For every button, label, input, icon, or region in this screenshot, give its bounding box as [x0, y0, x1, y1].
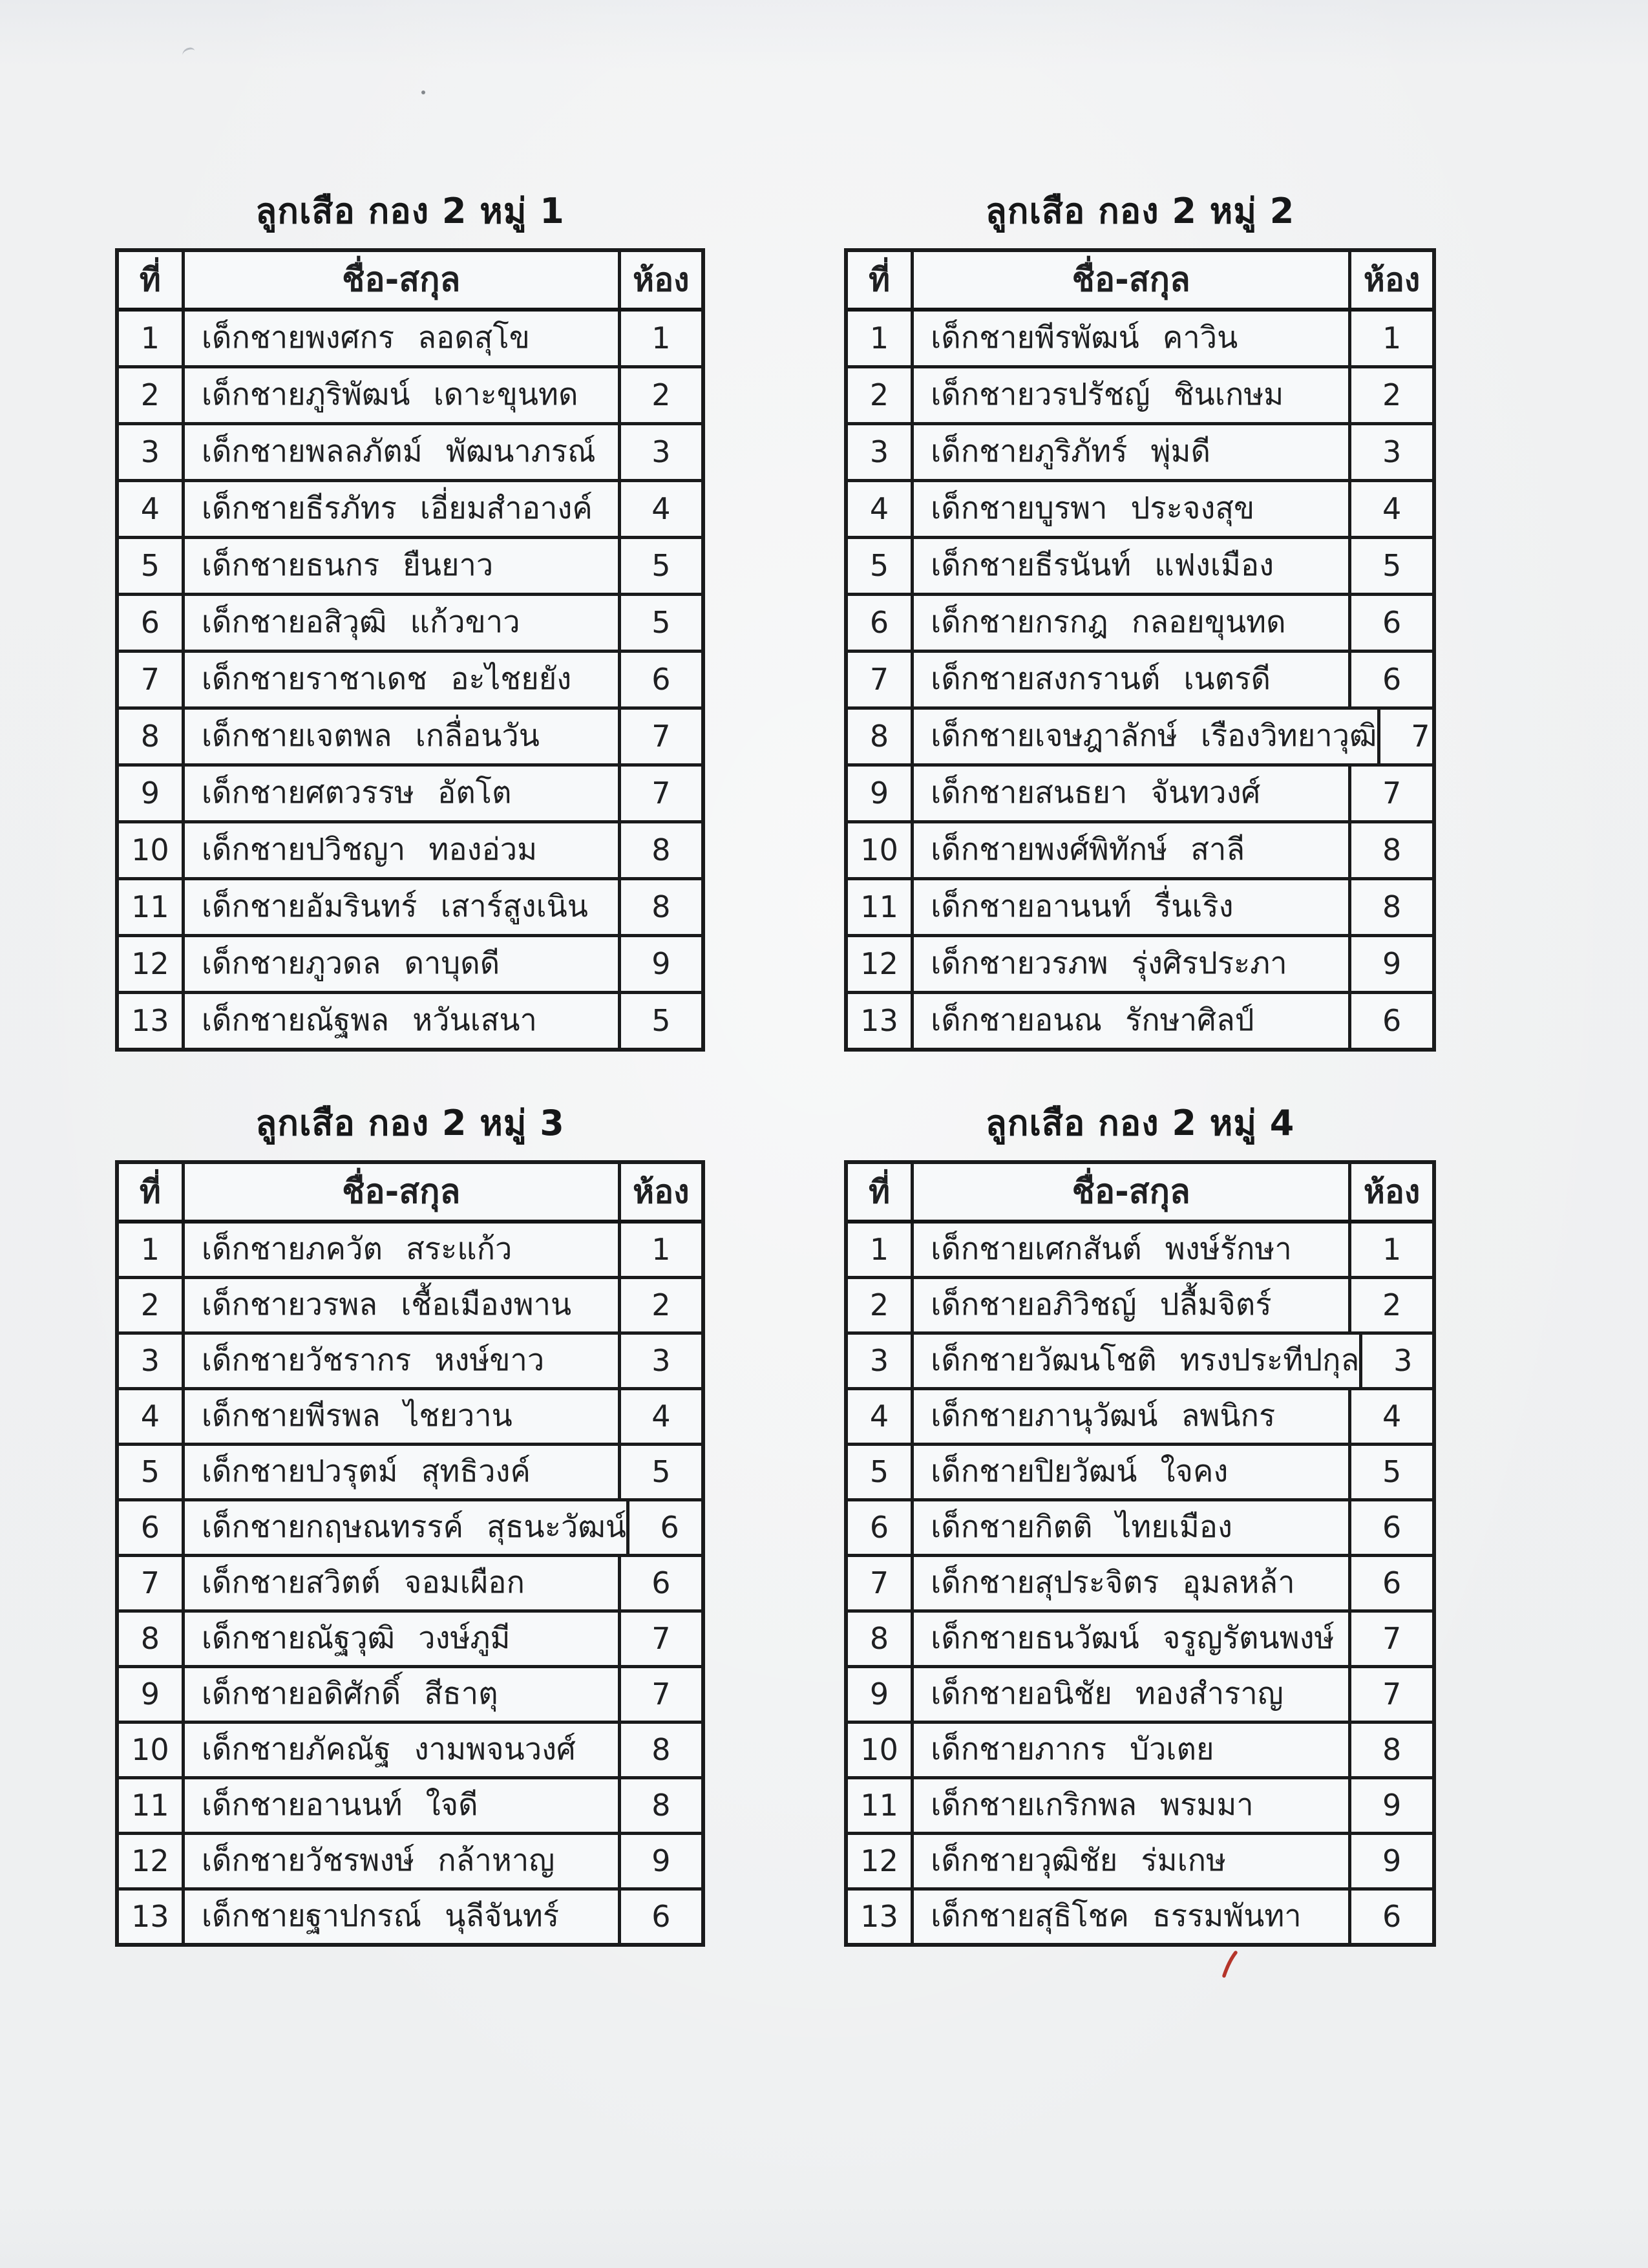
student-name-cell: เด็กชายพลลภัตม์ พัฒนาภรณ์	[185, 425, 621, 479]
header-room: ห้อง	[1363, 260, 1421, 299]
table-row	[119, 994, 701, 1048]
row-number-cell: 8	[848, 710, 914, 763]
row-number-cell: 12	[119, 1835, 185, 1887]
room-number-cell: 3	[1382, 434, 1402, 469]
student-name-cell: เด็กชายปวิชญา ทองอ่วม	[185, 823, 621, 877]
room-number-cell: 6	[1382, 1898, 1402, 1934]
room-number-cell: 4	[651, 1398, 671, 1434]
student-name-cell: เด็กชายอดิศักดิ์ สีธาตุ	[185, 1668, 621, 1721]
table-title-group1: ลูกเสือ กอง 2 หมู่ 1	[255, 191, 565, 231]
student-name-cell: เด็กชายธีรนันท์ แฟงเมือง	[914, 539, 1351, 593]
student-name-cell: เด็กชายพงศ์พิทักษ์ สาลี	[914, 823, 1351, 877]
table-row	[119, 1891, 701, 1943]
row-number-cell: 1	[848, 312, 914, 365]
row-number-cell: 6	[119, 1501, 185, 1554]
table-row	[848, 1446, 1432, 1501]
row-number-cell: 13	[848, 1891, 914, 1943]
scanner-smudge-icon	[181, 47, 196, 60]
student-name-cell: เด็กชายกฤษณทรรค์ สุธนะวัฒน์	[185, 1501, 629, 1554]
student-name-cell: เด็กชายศตวรรษ อัตโต	[185, 767, 621, 820]
student-name-cell: เด็กชายพงศกร ลอดสุโข	[185, 312, 621, 365]
student-name-cell: เด็กชายวรภพ รุ่งศิรประภา	[914, 937, 1351, 991]
student-name-cell: เด็กชายฐาปกรณ์ นุลีจันทร์	[185, 1891, 621, 1943]
table-header-row	[119, 252, 701, 312]
table-row	[848, 1501, 1432, 1557]
row-number-cell: 2	[119, 1279, 185, 1331]
table-row	[119, 710, 701, 767]
row-number-cell: 4	[848, 1390, 914, 1443]
room-number-cell: 1	[651, 1231, 671, 1267]
header-name: ชื่อ-สกุล	[185, 1164, 621, 1220]
header-room: ห้อง	[1363, 1172, 1421, 1211]
table-row	[119, 425, 701, 482]
room-number-cell: 5	[1382, 1454, 1402, 1489]
room-number-cell: 8	[651, 889, 671, 924]
roster-block-group1	[115, 191, 705, 1052]
row-number-cell: 11	[119, 1779, 185, 1832]
table-header-row	[119, 1164, 701, 1224]
row-number-cell: 6	[848, 1501, 914, 1554]
student-name-cell: เด็กชายภูริพัฒน์ เดาะขุนทด	[185, 368, 621, 422]
row-number-cell: 5	[848, 539, 914, 593]
row-number-cell: 8	[119, 710, 185, 763]
table-row	[119, 1446, 701, 1501]
room-number-cell: 2	[1382, 1287, 1402, 1322]
table-row	[119, 653, 701, 710]
table-row	[848, 653, 1432, 710]
row-number-cell: 3	[119, 1335, 185, 1387]
table-row	[848, 1557, 1432, 1613]
room-number-cell: 3	[651, 434, 671, 469]
row-number-cell: 10	[848, 1724, 914, 1776]
student-name-cell: เด็กชายธนวัฒน์ จรูญรัตนพงษ์	[914, 1613, 1351, 1665]
header-no: ที่	[848, 1164, 914, 1220]
row-number-cell: 12	[848, 1835, 914, 1887]
table-row	[848, 596, 1432, 653]
roster-table-group3	[115, 1160, 705, 1947]
room-number-cell: 9	[651, 946, 671, 981]
room-number-cell: 6	[651, 1565, 671, 1600]
header-room: ห้อง	[633, 1172, 690, 1211]
row-number-cell: 9	[848, 767, 914, 820]
row-number-cell: 7	[848, 653, 914, 706]
room-number-cell: 7	[651, 1676, 671, 1712]
red-pen-mark-icon	[1221, 1951, 1238, 1978]
student-name-cell: เด็กชายภากร บัวเตย	[914, 1724, 1351, 1776]
student-name-cell: เด็กชายอนิชัย ทองสำราญ	[914, 1668, 1351, 1721]
room-number-cell: 9	[1382, 946, 1402, 981]
table-row	[848, 1835, 1432, 1891]
table-row	[848, 368, 1432, 425]
row-number-cell: 6	[119, 596, 185, 650]
row-number-cell: 10	[119, 1724, 185, 1776]
student-name-cell: เด็กชายอภิวิชญ์ ปลื้มจิตร์	[914, 1279, 1351, 1331]
student-name-cell: เด็กชายอัมรินทร์ เสาร์สูงเนิน	[185, 880, 621, 934]
table-row	[848, 1279, 1432, 1335]
table-title-group4: ลูกเสือ กอง 2 หมู่ 4	[985, 1103, 1295, 1143]
student-name-cell: เด็กชายภัคณัฐ งามพจนวงศ์	[185, 1724, 621, 1776]
header-name: ชื่อ-สกุล	[914, 252, 1351, 308]
room-number-cell: 5	[1382, 547, 1402, 583]
student-name-cell: เด็กชายบูรพา ประจงสุข	[914, 482, 1351, 536]
student-name-cell: เด็กชายพีรพล ไชยวาน	[185, 1390, 621, 1443]
table-row	[119, 937, 701, 994]
roster-table-group1	[115, 248, 705, 1052]
room-number-cell: 5	[651, 547, 671, 583]
row-number-cell: 12	[848, 937, 914, 991]
room-number-cell: 6	[1382, 1565, 1402, 1600]
student-name-cell: เด็กชายอสิวุฒิ แก้วขาว	[185, 596, 621, 650]
room-number-cell: 7	[1382, 1676, 1402, 1712]
student-name-cell: เด็กชายเศกสันต์ พงษ์รักษา	[914, 1224, 1351, 1276]
table-row	[119, 1390, 701, 1446]
table-row	[848, 1779, 1432, 1835]
room-number-cell: 7	[651, 1620, 671, 1656]
table-row	[848, 937, 1432, 994]
row-number-cell: 13	[119, 1891, 185, 1943]
header-no: ที่	[119, 252, 185, 308]
row-number-cell: 4	[848, 482, 914, 536]
row-number-cell: 4	[119, 482, 185, 536]
student-name-cell: เด็กชายธนกร ยืนยาว	[185, 539, 621, 593]
room-number-cell: 7	[1411, 718, 1430, 754]
row-number-cell: 12	[119, 937, 185, 991]
header-room: ห้อง	[633, 260, 690, 299]
room-number-cell: 1	[1382, 1231, 1402, 1267]
row-number-cell: 7	[119, 1557, 185, 1609]
table-row	[119, 1668, 701, 1724]
row-number-cell: 11	[848, 880, 914, 934]
room-number-cell: 5	[651, 604, 671, 640]
student-name-cell: เด็กชายปวรุตม์ สุทธิวงค์	[185, 1446, 621, 1498]
room-number-cell: 8	[1382, 889, 1402, 924]
table-row	[848, 482, 1432, 539]
room-number-cell: 6	[660, 1509, 679, 1545]
row-number-cell: 13	[848, 994, 914, 1048]
room-number-cell: 1	[1382, 320, 1402, 355]
room-number-cell: 5	[651, 1002, 671, 1038]
room-number-cell: 5	[651, 1454, 671, 1489]
room-number-cell: 4	[651, 491, 671, 526]
room-number-cell: 2	[1382, 377, 1402, 412]
room-number-cell: 8	[651, 1787, 671, 1823]
student-name-cell: เด็กชายเกริกพล พรมมา	[914, 1779, 1351, 1832]
row-number-cell: 1	[119, 1224, 185, 1276]
student-name-cell: เด็กชายอนณ รักษาศิลป์	[914, 994, 1351, 1048]
table-row	[119, 482, 701, 539]
row-number-cell: 2	[119, 368, 185, 422]
room-number-cell: 8	[651, 1732, 671, 1767]
row-number-cell: 8	[119, 1613, 185, 1665]
student-name-cell: เด็กชายวุฒิชัย ร่มเกษ	[914, 1835, 1351, 1887]
row-number-cell: 8	[848, 1613, 914, 1665]
table-row	[848, 710, 1432, 767]
table-row	[119, 368, 701, 425]
row-number-cell: 13	[119, 994, 185, 1048]
table-row	[119, 1501, 701, 1557]
table-title-group2: ลูกเสือ กอง 2 หมู่ 2	[985, 191, 1295, 231]
row-number-cell: 9	[848, 1668, 914, 1721]
student-name-cell: เด็กชายปิยวัฒน์ ใจคง	[914, 1446, 1351, 1498]
room-number-cell: 3	[651, 1342, 671, 1378]
table-row	[848, 312, 1432, 368]
table-row	[848, 1390, 1432, 1446]
table-row	[119, 1224, 701, 1279]
student-name-cell: เด็กชายสงกรานต์ เนตรดี	[914, 653, 1351, 706]
table-row	[119, 1779, 701, 1835]
room-number-cell: 1	[651, 320, 671, 355]
row-number-cell: 3	[119, 425, 185, 479]
table-row	[119, 1335, 701, 1390]
room-number-cell: 6	[1382, 661, 1402, 697]
room-number-cell: 2	[651, 377, 671, 412]
table-row	[119, 767, 701, 823]
row-number-cell: 11	[119, 880, 185, 934]
student-name-cell: เด็กชายภานุวัฒน์ ลพนิกร	[914, 1390, 1351, 1443]
table-row	[848, 767, 1432, 823]
roster-block-group4	[844, 1103, 1436, 1947]
row-number-cell: 5	[848, 1446, 914, 1498]
student-name-cell: เด็กชายภูวดล ดาบุดดี	[185, 937, 621, 991]
room-number-cell: 9	[1382, 1787, 1402, 1823]
room-number-cell: 3	[1393, 1342, 1413, 1378]
header-no: ที่	[119, 1164, 185, 1220]
student-name-cell: เด็กชายสวิตต์ จอมเผือก	[185, 1557, 621, 1609]
row-number-cell: 2	[848, 1279, 914, 1331]
header-name: ชื่อ-สกุล	[185, 252, 621, 308]
table-row	[848, 994, 1432, 1048]
table-row	[119, 596, 701, 653]
row-number-cell: 2	[848, 368, 914, 422]
table-row	[848, 1668, 1432, 1724]
student-name-cell: เด็กชายวัฒนโชติ ทรงประทีปกุล	[914, 1335, 1362, 1387]
student-name-cell: เด็กชายสนธยา จันทวงศ์	[914, 767, 1351, 820]
table-row	[848, 1891, 1432, 1943]
room-number-cell: 7	[1382, 1620, 1402, 1656]
student-name-cell: เด็กชายวรพล เชื้อเมืองพาน	[185, 1279, 621, 1331]
table-row	[848, 823, 1432, 880]
table-row	[119, 312, 701, 368]
table-title-group3: ลูกเสือ กอง 2 หมู่ 3	[255, 1103, 565, 1143]
student-name-cell: เด็กชายภควัต สระแก้ว	[185, 1224, 621, 1276]
row-number-cell: 5	[119, 539, 185, 593]
room-number-cell: 4	[1382, 1398, 1402, 1434]
room-number-cell: 8	[651, 832, 671, 867]
row-number-cell: 9	[119, 1668, 185, 1721]
roster-table-group4	[844, 1160, 1436, 1947]
table-row	[848, 1724, 1432, 1779]
room-number-cell: 2	[651, 1287, 671, 1322]
room-number-cell: 6	[651, 1898, 671, 1934]
table-row	[119, 1279, 701, 1335]
row-number-cell: 7	[848, 1557, 914, 1609]
table-row	[119, 1613, 701, 1668]
table-row	[848, 1613, 1432, 1668]
student-name-cell: เด็กชายวัชรพงษ์ กล้าหาญ	[185, 1835, 621, 1887]
student-name-cell: เด็กชายวรปรัชญ์ ชินเกษม	[914, 368, 1351, 422]
scanner-dot-icon	[421, 90, 425, 94]
roster-table-group2	[844, 248, 1436, 1052]
row-number-cell: 10	[848, 823, 914, 877]
roster-block-group2	[844, 191, 1436, 1052]
row-number-cell: 1	[119, 312, 185, 365]
row-number-cell: 3	[848, 1335, 914, 1387]
row-number-cell: 7	[119, 653, 185, 706]
table-row	[848, 1224, 1432, 1279]
row-number-cell: 5	[119, 1446, 185, 1498]
student-name-cell: เด็กชายสุธิโชค ธรรมพันทา	[914, 1891, 1351, 1943]
table-row	[119, 1724, 701, 1779]
row-number-cell: 11	[848, 1779, 914, 1832]
student-name-cell: เด็กชายภูริภัทร์ พุ่มดี	[914, 425, 1351, 479]
room-number-cell: 7	[651, 775, 671, 811]
student-name-cell: เด็กชายกรกฎ กลอยขุนทด	[914, 596, 1351, 650]
table-row	[119, 1835, 701, 1891]
student-name-cell: เด็กชายสุประจิตร อุมลหล้า	[914, 1557, 1351, 1609]
table-row	[848, 1335, 1432, 1390]
student-name-cell: เด็กชายพีรพัฒน์ คาวิน	[914, 312, 1351, 365]
student-name-cell: เด็กชายธีรภัทร เอี่ยมสำอางค์	[185, 482, 621, 536]
table-row	[848, 880, 1432, 937]
room-number-cell: 7	[651, 718, 671, 754]
room-number-cell: 4	[1382, 491, 1402, 526]
table-row	[848, 425, 1432, 482]
room-number-cell: 9	[1382, 1843, 1402, 1878]
student-name-cell: เด็กชายเจษฎาลักษ์ เรืองวิทยาวุฒิ	[914, 710, 1380, 763]
table-row	[119, 880, 701, 937]
student-name-cell: เด็กชายอานนท์ รื่นเริง	[914, 880, 1351, 934]
room-number-cell: 8	[1382, 832, 1402, 867]
header-no: ที่	[848, 252, 914, 308]
table-row	[848, 539, 1432, 596]
room-number-cell: 9	[651, 1843, 671, 1878]
header-name: ชื่อ-สกุล	[914, 1164, 1351, 1220]
table-row	[119, 823, 701, 880]
room-number-cell: 6	[1382, 1002, 1402, 1038]
table-header-row	[848, 252, 1432, 312]
table-row	[119, 1557, 701, 1613]
room-number-cell: 6	[1382, 604, 1402, 640]
student-name-cell: เด็กชายวัชรากร หงษ์ขาว	[185, 1335, 621, 1387]
row-number-cell: 10	[119, 823, 185, 877]
row-number-cell: 3	[848, 425, 914, 479]
row-number-cell: 6	[848, 596, 914, 650]
row-number-cell: 4	[119, 1390, 185, 1443]
student-name-cell: เด็กชายกิตติ ไทยเมือง	[914, 1501, 1351, 1554]
student-name-cell: เด็กชายณัฐวุฒิ วงษ์ภูมี	[185, 1613, 621, 1665]
room-number-cell: 7	[1382, 775, 1402, 811]
student-name-cell: เด็กชายอานนท์ ใจดี	[185, 1779, 621, 1832]
table-header-row	[848, 1164, 1432, 1224]
table-row	[119, 539, 701, 596]
student-name-cell: เด็กชายราชาเดช อะไชยยัง	[185, 653, 621, 706]
row-number-cell: 9	[119, 767, 185, 820]
student-name-cell: เด็กชายณัฐพล หวันเสนา	[185, 994, 621, 1048]
room-number-cell: 8	[1382, 1732, 1402, 1767]
room-number-cell: 6	[651, 661, 671, 697]
room-number-cell: 6	[1382, 1509, 1402, 1545]
roster-block-group3	[115, 1103, 705, 1947]
student-name-cell: เด็กชายเจตพล เกลื่อนวัน	[185, 710, 621, 763]
row-number-cell: 1	[848, 1224, 914, 1276]
